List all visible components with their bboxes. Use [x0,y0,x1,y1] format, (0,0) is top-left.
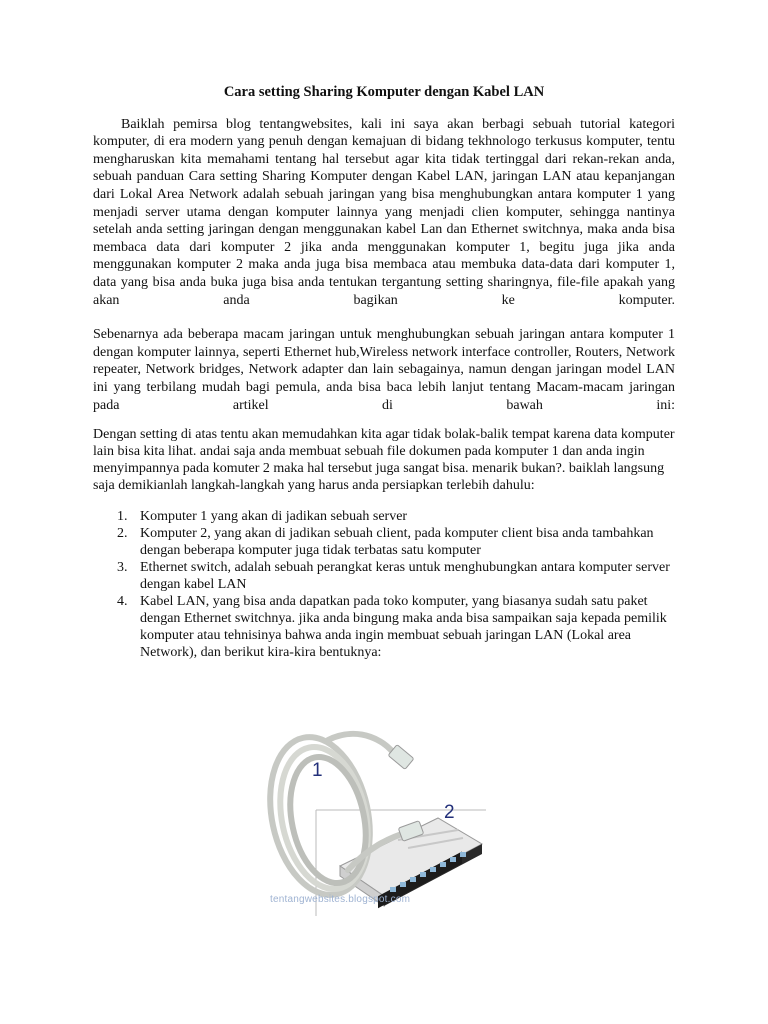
paragraph-preparation: Dengan setting di atas tentu akan memudahkan kita agar tidak bolak-balik tempat karena data komputer lain bisa kita lihat. andai saja anda membuat sebuah file dokumen pada komputer 1 dan anda ingin menyimpannya pada komuter 2 maka hal tersebut juga sangat bisa. menarik bukan?. baiklah langsung saja demikianlah langkah-langkah yang harus anda persiapkan terlebih dahulu: [93,427,675,494]
list-item-number: 4. [117,594,128,610]
list-item-text: Ethernet switch, adalah sebuah perangkat keras untuk menghubungkan antara komputer server dengan kabel LAN [140,560,670,593]
lan-cable-switch-figure [258,720,494,920]
figure-watermark: tentangwebsites.blogspot.com [270,894,411,905]
list-item [93,525,675,559]
paragraph-intro: Baiklah pemirsa blog tentangwebsites, kali ini saya akan berbagi sebuah tutorial kategori komputer, di era modern yang penuh dengan kemajuan di bidang tekhnologo terkusus komputer, tentu mengharuskan kita memahami tentang hal tersebut agar kita tidak tertinggal dari rekan-rekan anda, sebuah panduan Cara setting Sharing Komputer dengan Kabel LAN, jaringan LAN atau kepanjangan dari Lokal Area Network adalah sebuah jaringan yang bisa menghubungkan antara komputer 1 yang menjadi server utama dengan komputer lainnya yang menjadi clien komputer, sehingga nantinya setelah anda setting jaringan dengan menggunakan kabel Lan dan Ethernet switchnya, maka anda bisa membaca data dari komputer 2 jika anda menggunakan komputer 1, begitu juga jika anda menggunakan komputer 2 maka anda juga bisa membaca atau membuka data-data dari komputer 1, data yang bisa anda buka juga bisa anda tentukan tergantung setting sharingnya, file-file apakah yang akan anda bagikan ke komputer. [93,116,675,308]
list-item-text: Kabel LAN, yang bisa anda dapatkan pada toko komputer, yang biasanya sudah satu paket dengan Ethernet switchnya. jika anda bingung maka anda bisa sampaikan saja kepada pemilik komputer atau tehnisinya bahwa anda ingin membuat sebuah jaringan LAN (Lokal area Network), dan berikut kira-kira bentuknya: [140,594,667,661]
requirements-list [93,508,675,661]
document-page [93,84,675,661]
list-item-number: 2. [117,526,128,542]
list-item-number: 1. [117,509,128,525]
document-title: Cara setting Sharing Komputer dengan Kabel LAN [223,84,545,100]
list-item [93,593,675,661]
figure-label-2: 2 [444,802,455,823]
lan-illustration [258,720,494,920]
rj45-connector-icon [388,745,424,842]
list-item [93,559,675,593]
list-item-number: 3. [117,560,128,576]
list-item [93,508,675,525]
figure-label-1: 1 [312,760,323,781]
paragraph-network-types: Sebenarnya ada beberapa macam jaringan untuk menghubungkan sebuah jaringan antara komputer 1 dengan komputer lainnya, seperti Ethernet hub,Wireless network interface controller, Routers, Network repeater, Network bridges, Network adapter dan lain sebagainya, namun dengan jaringan model LAN ini yang terbilang mudah bagi pemula, anda bisa baca lebih lanjut tentang Macam-macam jaringan pada artikel di bawah ini: [93,327,675,413]
list-item-text: Komputer 1 yang akan di jadikan sebuah server [140,509,408,525]
list-item-text: Komputer 2, yang akan di jadikan sebuah client, pada komputer client bisa anda tambahkan dengan beberapa komputer juga tidak terbatas satu komputer [140,526,654,559]
